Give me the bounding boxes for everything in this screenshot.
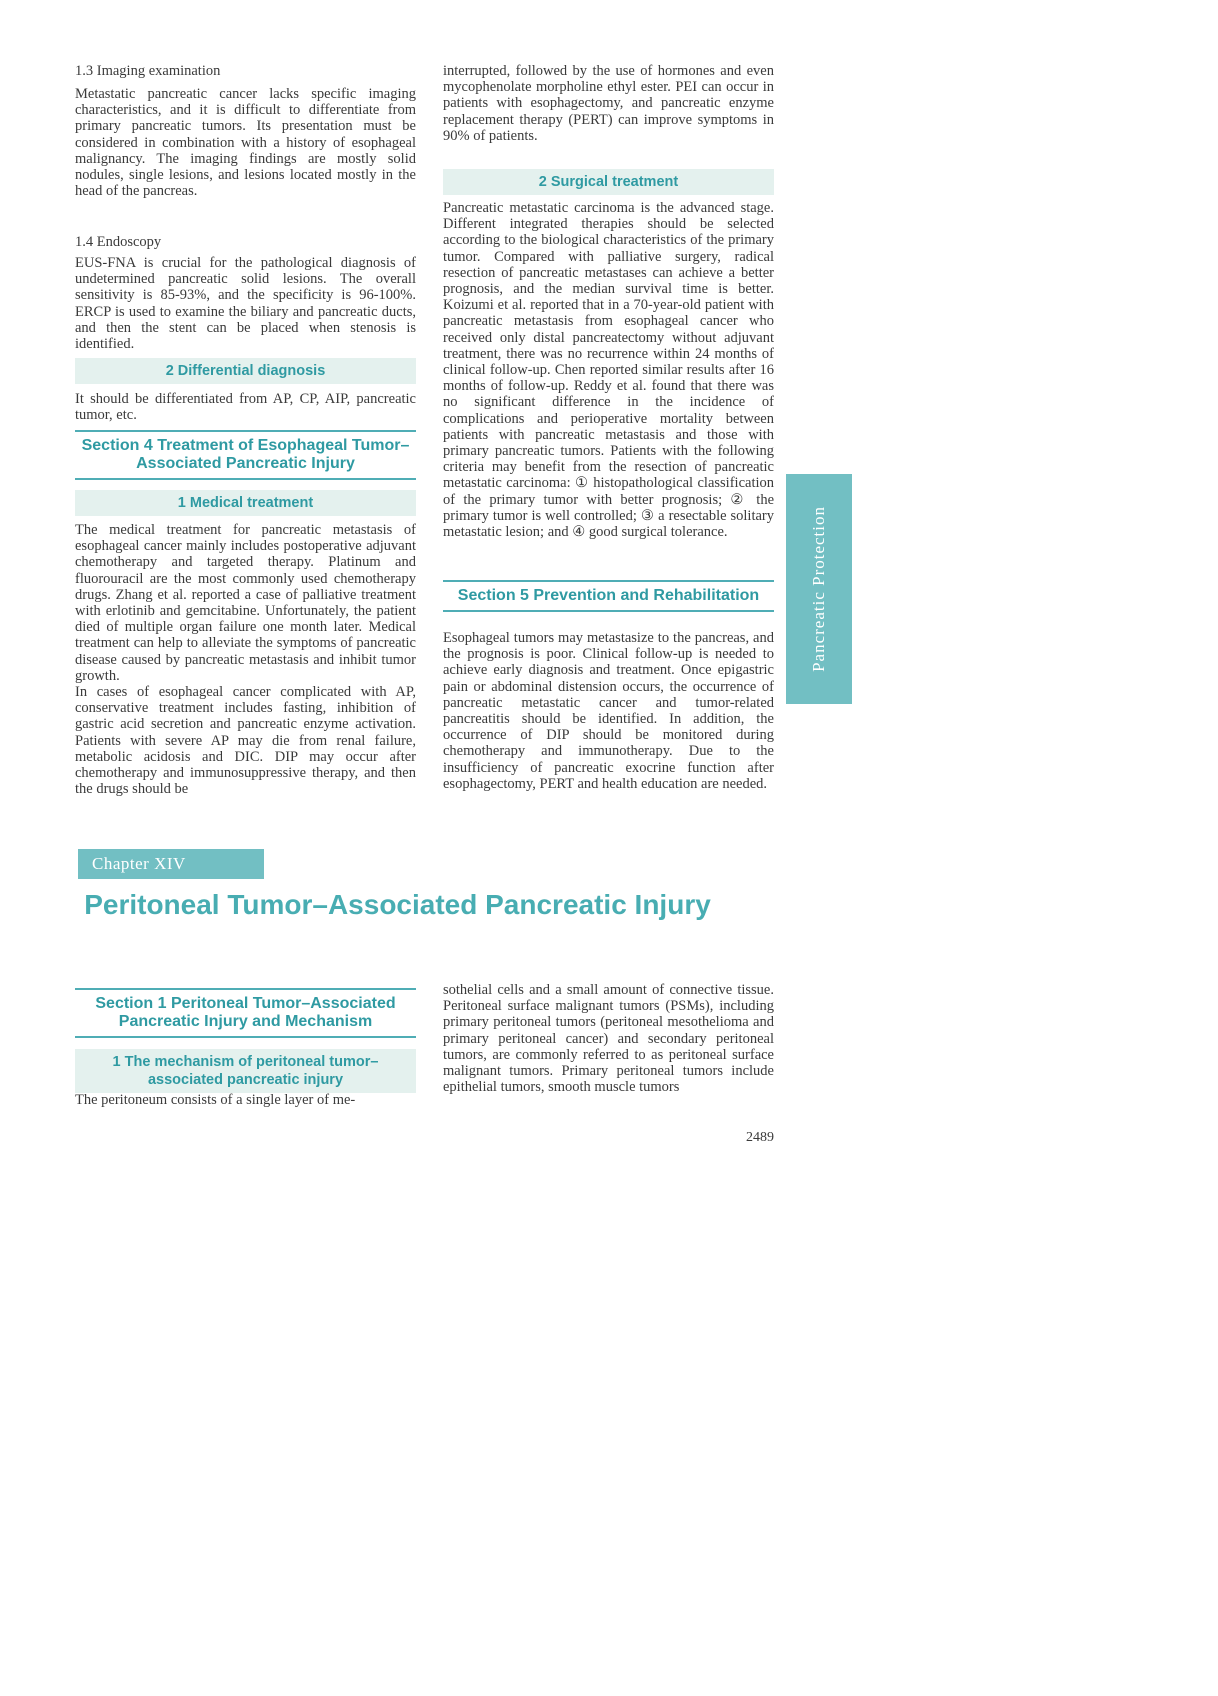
paragraph-medical-2: In cases of esophageal cancer complicated with AP, conservative treatment includes fasting, inhibition of gastric acid secretion and pancreatic enzyme activation. Patients with severe AP may die from renal failure, metabolic acidosis and DIC. DIP may occur after chemotherapy and immunosuppressive therapy, and then the drugs should be — [75, 684, 416, 798]
paragraph-interrupted: interrupted, followed by the use of hormones and even mycophenolate morpholine ethyl ester. PEI can occur in patients with esophagectomy, and pancreatic enzyme replacement therapy (PERT) can improve symptoms in 90% of patients. — [443, 63, 774, 144]
section1-heading: Section 1 Peritoneal Tumor–Associated Pancreatic Injury and Mechanism — [75, 988, 416, 1038]
paragraph-surgical: Pancreatic metastatic carcinoma is the advanced stage. Different integrated therapies should be selected according to the biological characteristics of the primary tumor. Compared with palliative surgery, radical resection of pancreatic metastases can achieve a better prognosis, and the median survival time is better. Koizumi et al. reported that in a 70-year-old patient with pancreatic metastasis from esophageal cancer who received only distal pancreatectomy without adjuvant treatment, there was no recurrence within 24 months of clinical follow-up. Chen reported similar results after 16 months of follow-up. Reddy et al. found that there was no significant difference in the incidence of complications and perioperative mortality between patients with pancreatic metastasis and those with primary pancreatic tumors. Patients with the following criteria may benefit from the resection of pancreatic metastatic carcinoma: ① histopathological classification of the primary tumor with better prognosis; ② the primary tumor is well controlled; ③ a resectable solitary metastatic lesion; and ④ good surgical tolerance. — [443, 200, 774, 541]
paragraph-endoscopy: EUS-FNA is crucial for the pathological diagnosis of undetermined pancreatic solid lesions. The overall sensitivity is 85-93%, and the specificity is 96-100%. ERCP is used to examine the biliary and pancreatic ducts, and then the stent can be placed when stenosis is identified. — [75, 255, 416, 353]
paragraph-mechanism-right: sothelial cells and a small amount of connective tissue. Peritoneal surface malignant tumors (PSMs), including primary peritoneal tumors (peritoneal mesothelioma and primary peritoneal cancer) and secondary peritoneal tumors, are commonly referred to as peritoneal surface malignant tumors. Primary peritoneal tumors include epithelial tumors, smooth muscle tumors — [443, 982, 774, 1096]
paragraph-imaging: Metastatic pancreatic cancer lacks specific imaging characteristics, and it is difficult to differentiate from primary pancreatic tumors. Its presentation must be considered in combination with a history of esophageal malignancy. The imaging findings are mostly solid nodules, single lesions, and lesions located mostly in the head of the pancreas. — [75, 86, 416, 200]
subheading-imaging-examination: 1.3 Imaging examination — [75, 63, 221, 79]
subheading-endoscopy: 1.4 Endoscopy — [75, 234, 162, 250]
thumb-tab-label: Pancreatic Protection — [809, 506, 828, 672]
paragraph-medical-1: The medical treatment for pancreatic metastasis of esophageal cancer mainly includes postoperative adjuvant chemotherapy and targeted therapy. Platinum and fluorouracil are the most commonly used chemotherapy drugs. Zhang et al. reported a case of palliative treatment with erlotinib and gemcitabine. Unfortunately, the patient died of multiple organ failure one month later. Medical treatment can help to alleviate the symptoms of pancreatic disease caused by pancreatic metastasis and inhibit tumor growth. — [75, 522, 416, 684]
section4-heading: Section 4 Treatment of Esophageal Tumor–Associated Pancreatic Injury — [75, 430, 416, 480]
subsection-band-differential-diagnosis: 2 Differential diagnosis — [75, 358, 416, 384]
section5-heading: Section 5 Prevention and Rehabilitation — [443, 580, 774, 612]
subsection-band-surgical-treatment: 2 Surgical treatment — [443, 169, 774, 195]
section-thumb-tab — [786, 474, 852, 704]
medical-treatment-text — [75, 522, 416, 797]
paragraph-mechanism-left: The peritoneum consists of a single layer of me- — [75, 1092, 356, 1108]
subsection-band-medical-treatment: 1 Medical treatment — [75, 490, 416, 516]
chapter-banner: Chapter XIV — [78, 849, 264, 879]
subsection-band-mechanism: 1 The mechanism of peritoneal tumor–associated pancreatic injury — [75, 1049, 416, 1093]
paragraph-differential: It should be differentiated from AP, CP, AIP, pancreatic tumor, etc. — [75, 391, 416, 424]
paragraph-prevention: Esophageal tumors may metastasize to the pancreas, and the prognosis is poor. Clinical follow-up is needed to achieve early diagnosis and treatment. Once epigastric pain or abdominal distension occurs, the occurrence of pancreatic metastatic cancer and tumor-related pancreatitis should be identified. In addition, the occurrence of DIP should be monitored during chemotherapy and immunotherapy. Due to the insufficiency of pancreatic exocrine function after esophagectomy, PERT and health education are needed. — [443, 630, 774, 792]
chapter-title: Peritoneal Tumor–Associated Pancreatic Injury — [84, 889, 711, 920]
page-number: 2489 — [746, 1130, 774, 1145]
